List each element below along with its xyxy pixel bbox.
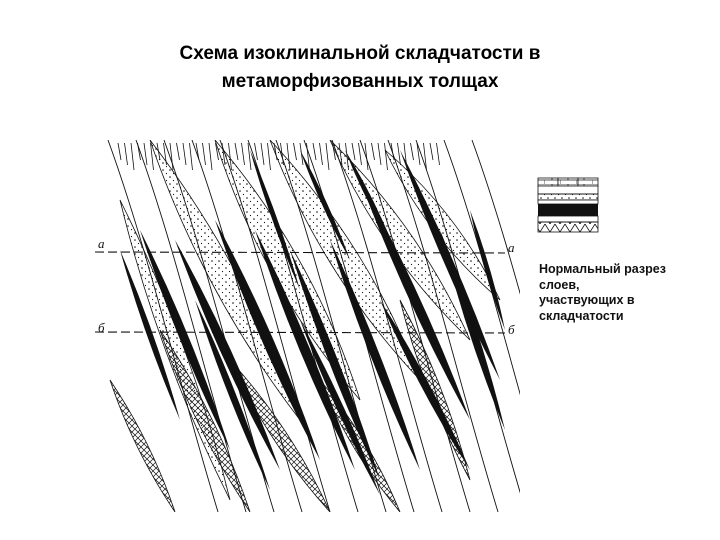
top-hachure-9 bbox=[177, 143, 180, 160]
top-hachure-2 bbox=[131, 143, 134, 170]
top-hachure-19 bbox=[242, 143, 245, 165]
legend-layer-limestone-3 bbox=[578, 178, 598, 186]
top-hachure-1 bbox=[125, 143, 128, 165]
top-hachure-40 bbox=[378, 143, 381, 165]
label-a-left: а bbox=[98, 236, 105, 251]
legend-caption-line-3: участвующих в bbox=[539, 293, 635, 307]
legend-caption-line-1: Нормальный разрез bbox=[539, 262, 666, 276]
legend-caption-line-2: слоев, bbox=[539, 277, 580, 292]
top-hachure-11 bbox=[190, 143, 193, 170]
top-hachure-21 bbox=[255, 143, 258, 160]
top-hachure-37 bbox=[359, 143, 362, 165]
legend-layer-sandstone bbox=[538, 186, 598, 194]
legend-layer-zigzag bbox=[538, 222, 598, 232]
label-b-left: б bbox=[98, 320, 105, 335]
legend-layer-limestone bbox=[538, 178, 558, 186]
top-hachure-23 bbox=[268, 143, 271, 170]
hatch-band-4 bbox=[110, 380, 175, 512]
top-hachure-41 bbox=[385, 143, 388, 170]
legend-layer-dotted bbox=[538, 194, 598, 200]
title-line-2: метаморфизованных толщах bbox=[221, 71, 499, 92]
legend-column bbox=[538, 178, 598, 232]
top-hachure-27 bbox=[294, 143, 297, 160]
legend-caption bbox=[539, 262, 699, 324]
top-hachure-8 bbox=[170, 143, 173, 170]
top-hachure-13 bbox=[203, 143, 206, 165]
legend-layer-black bbox=[538, 204, 598, 216]
bedding-line-10 bbox=[388, 140, 498, 512]
legend-layer-white bbox=[538, 216, 598, 222]
legend-layer-thin bbox=[538, 200, 598, 204]
top-hachure-32 bbox=[326, 143, 329, 170]
top-hachure-4 bbox=[144, 143, 147, 165]
title-line-1: Схема изоклинальной складчатости в bbox=[179, 43, 541, 64]
top-hachure-18 bbox=[235, 143, 238, 160]
legend-caption-line-4: складчатости bbox=[539, 308, 624, 323]
top-hachure-31 bbox=[320, 143, 323, 165]
top-hachure-39 bbox=[372, 143, 375, 160]
legend-layer-limestone-2 bbox=[558, 178, 578, 186]
top-hachure-44 bbox=[404, 143, 407, 170]
top-hachure-14 bbox=[209, 143, 212, 170]
top-hachure-28 bbox=[300, 143, 303, 165]
top-hachure-0 bbox=[118, 143, 121, 160]
top-hachure-48 bbox=[430, 143, 433, 160]
top-hachure-36 bbox=[352, 143, 355, 160]
label-b-right: б bbox=[508, 322, 515, 337]
top-hachure-49 bbox=[437, 143, 440, 165]
top-hachure-45 bbox=[411, 143, 414, 160]
label-a-right: а bbox=[508, 240, 515, 255]
top-hachure-22 bbox=[261, 143, 264, 165]
top-hachure-30 bbox=[313, 143, 316, 160]
top-hachure-10 bbox=[183, 143, 186, 165]
